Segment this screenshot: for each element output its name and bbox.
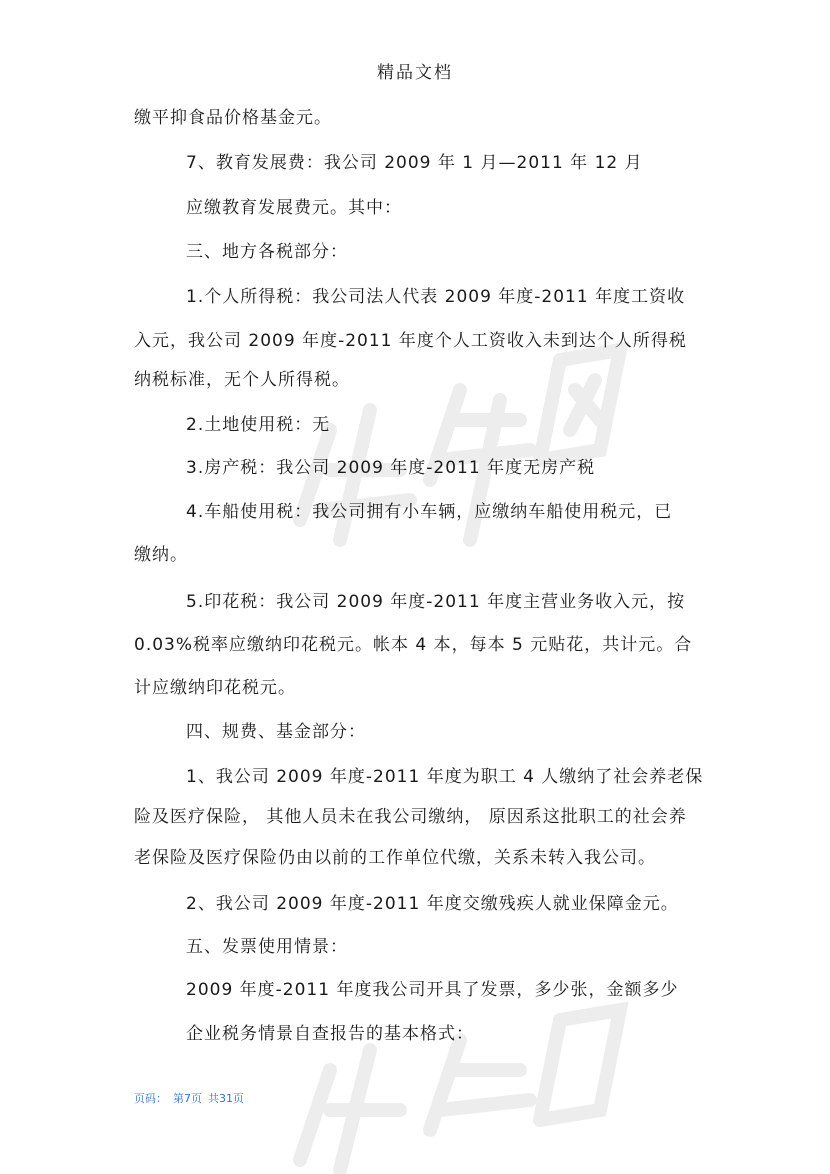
text-line: 险及医疗保险， 其他人员未在我公司缴纳， 原因系这批职工的社会养: [134, 807, 687, 827]
page-footer: [134, 1090, 250, 1106]
text-line: 5.印花税：我公司 2009 年度-2011 年度主营业务收入元，按: [186, 592, 686, 612]
text-line: 4.车船使用税：我公司拥有小车辆，应缴纳车船使用税元，已: [186, 502, 673, 522]
text-line: 计应缴纳印花税元。: [134, 678, 296, 698]
text-line: 入元，我公司 2009 年度-2011 年度个人工资收入未到达个人所得税: [134, 331, 687, 351]
page-header-title: 精品文档: [377, 63, 453, 83]
section-heading: 五、发票使用情景：: [186, 937, 348, 957]
text-line: 2.土地使用税：无: [186, 415, 331, 435]
text-line: 应缴教育发展费元。其中：: [186, 198, 402, 218]
footer-label: 页码：: [134, 1092, 167, 1105]
text-line: 1、我公司 2009 年度-2011 年度为职工 4 人缴纳了社会养老保: [186, 767, 704, 787]
text-line: 2009 年度-2011 年度我公司开具了发票，多少张，金额多少: [186, 980, 679, 1000]
section-heading: 三、地方各税部分：: [186, 242, 348, 262]
text-line: 7、教育发展费：我公司 2009 年 1 月—2011 年 12 月: [186, 153, 643, 173]
text-line: 0.03%税率应缴纳印花税元。帐本 4 本，每本 5 元贴花，共计元。合: [134, 635, 693, 655]
text-line: 缴平抑食品价格基金元。: [134, 108, 332, 128]
text-line: 纳税标准，无个人所得税。: [134, 370, 350, 390]
section-heading: 四、规费、基金部分：: [186, 722, 366, 742]
text-line: 企业税务情景自查报告的基本格式：: [186, 1024, 474, 1044]
text-line: 1.个人所得税：我公司法人代表 2009 年度-2011 年度工资收: [186, 287, 686, 307]
text-line: 2、我公司 2009 年度-2011 年度交缴残疾人就业保障金元。: [186, 894, 679, 914]
footer-page-number: 第7页: [173, 1092, 202, 1105]
text-line: 缴纳。: [134, 545, 188, 565]
text-line: 3.房产税：我公司 2009 年度-2011 年度无房产税: [186, 458, 596, 478]
footer-total-pages: 共31页: [208, 1092, 244, 1105]
text-line: 老保险及医疗保险仍由以前的工作单位代缴，关系未转入我公司。: [134, 848, 656, 868]
